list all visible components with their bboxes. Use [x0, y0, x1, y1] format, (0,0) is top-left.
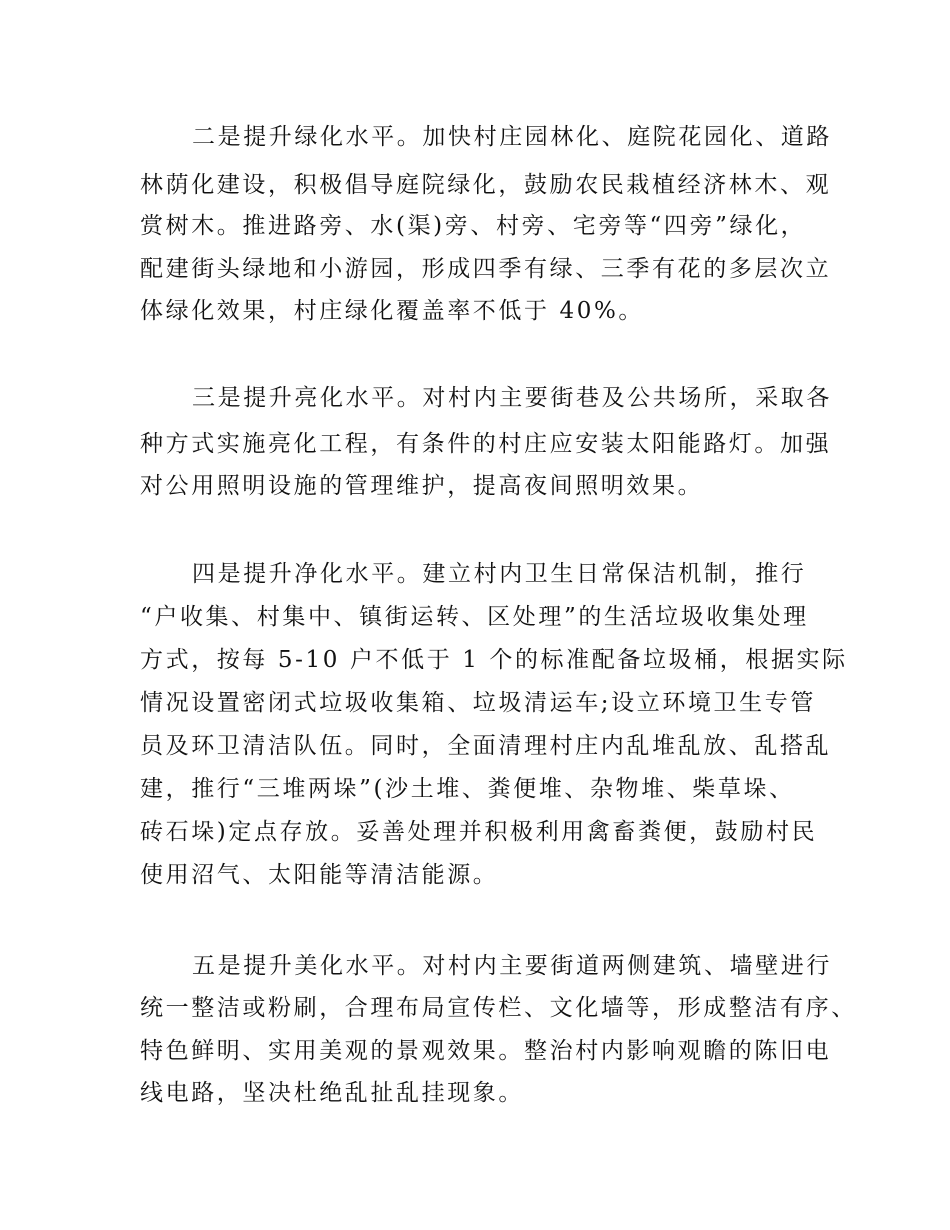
text-line: 配建街头绿地和小游园，形成四季有绿、三季有花的多层次立	[140, 256, 832, 282]
text-line: 赏树木。推进路旁、水(渠)旁、村旁、宅旁等“四旁”绿化，	[140, 213, 807, 239]
text-line: 对公用照明设施的管理维护，提高夜间照明效果。	[140, 473, 704, 499]
text-line: 体绿化效果，村庄绿化覆盖率不低于 40%。	[140, 298, 645, 324]
text-line: 二是提升绿化水平。加快村庄园林化、庭院花园化、道路	[192, 124, 832, 150]
text-line: 使用沼气、太阳能等清洁能源。	[140, 862, 499, 888]
text-line: 员及环卫清洁队伍。同时，全面清理村庄内乱堆乱放、乱搭乱	[140, 733, 832, 759]
text-line: 五是提升美化水平。对村内主要街道两侧建筑、墙壁进行	[192, 953, 832, 979]
text-line: 砖石垛)定点存放。妥善处理并积极利用禽畜粪便，鼓励村民	[140, 819, 818, 845]
text-line: 线电路，坚决杜绝乱扯乱挂现象。	[140, 1080, 524, 1106]
text-line: 四是提升净化水平。建立村内卫生日常保洁机制，推行	[192, 561, 807, 587]
text-line: 特色鲜明、实用美观的景观效果。整治村内影响观瞻的陈旧电	[140, 1038, 832, 1064]
text-line: 建，推行“三堆两垛”(沙土堆、粪便堆、杂物堆、柴草垛、	[140, 776, 795, 802]
text-line: 林荫化建设，积极倡导庭院绿化，鼓励农民栽植经济林木、观	[140, 172, 832, 198]
text-line: 三是提升亮化水平。对村内主要街巷及公共场所，采取各	[192, 385, 832, 411]
text-line: 方式，按每 5-10 户不低于 1 个的标准配备垃圾桶，根据实际	[140, 647, 848, 673]
text-line: 统一整洁或粉刷，合理布局宣传栏、文化墙等，形成整洁有序、	[140, 995, 857, 1021]
text-line: 情况设置密闭式垃圾收集箱、垃圾清运车;设立环境卫生专管	[140, 690, 816, 716]
text-line: “户收集、村集中、镇街运转、区处理”的生活垃圾收集处理	[140, 604, 809, 630]
text-line: 种方式实施亮化工程，有条件的村庄应安装太阳能路灯。加强	[140, 431, 832, 457]
